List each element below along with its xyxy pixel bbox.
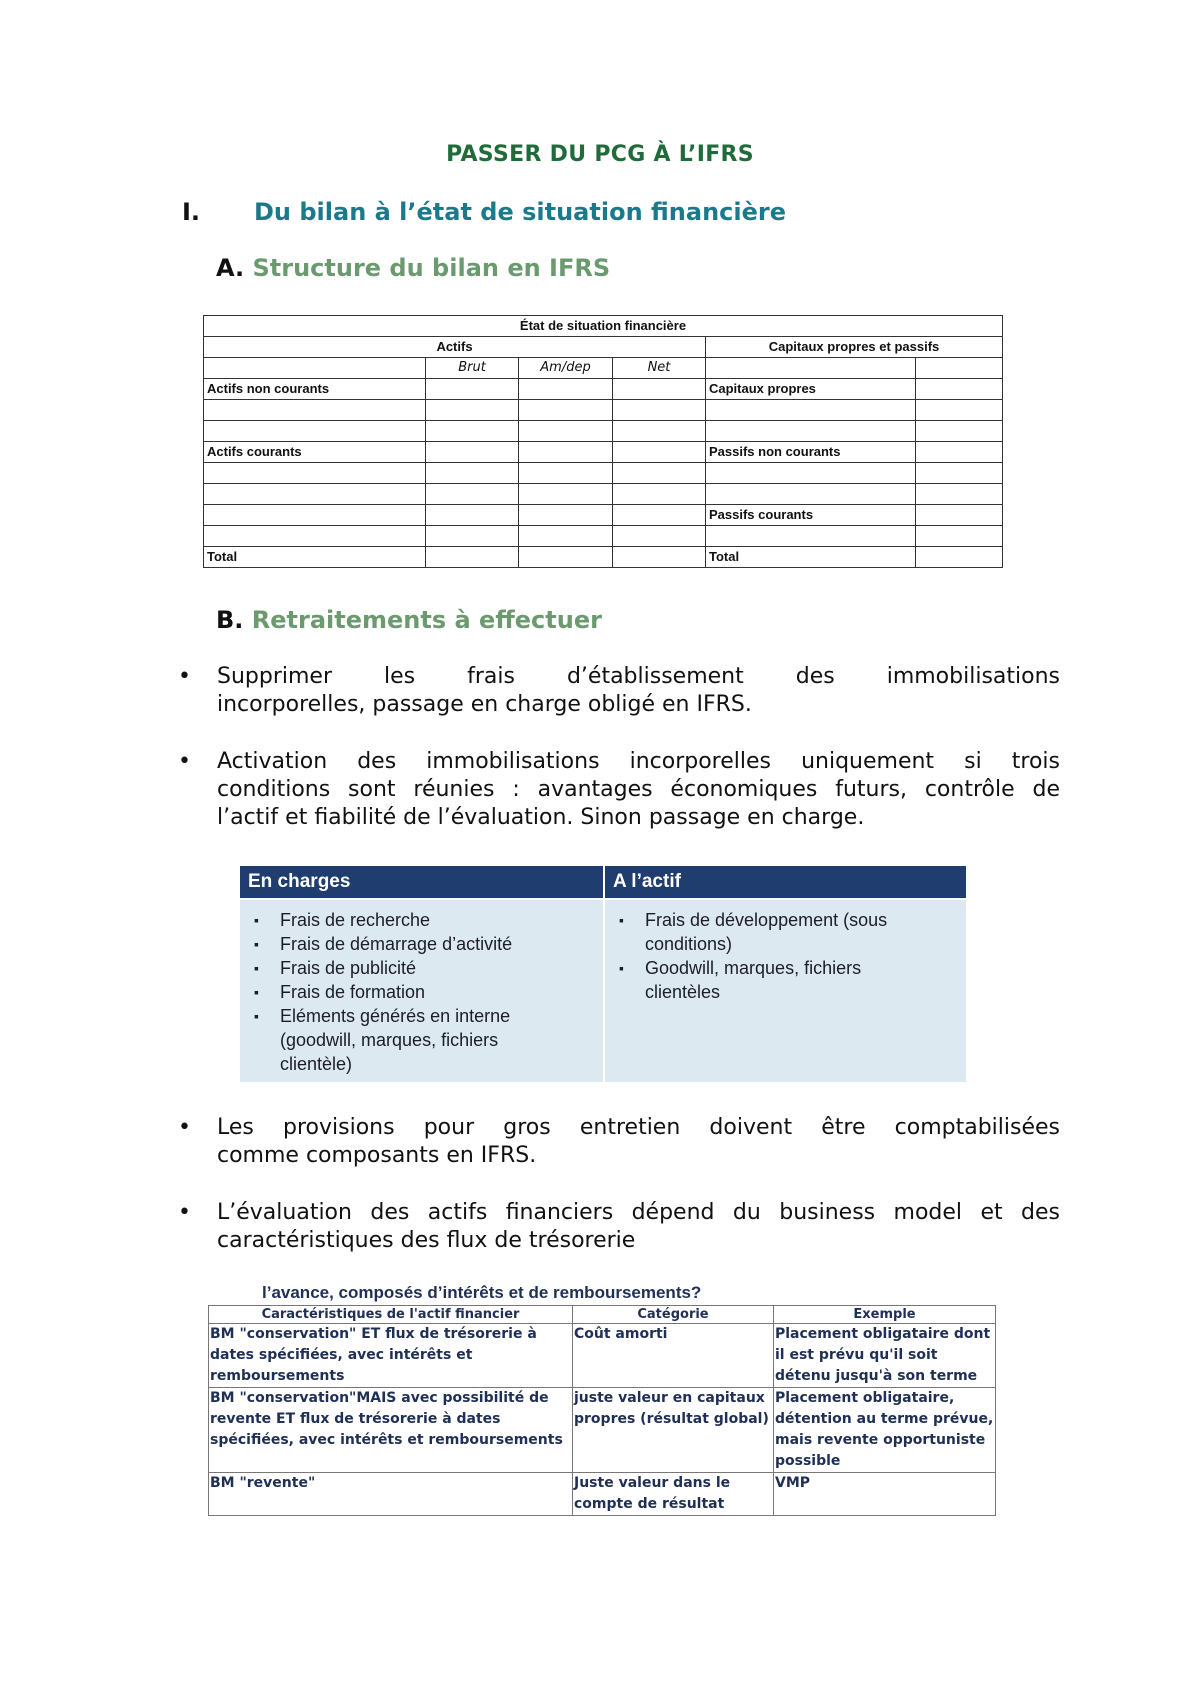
- list-item: ▪ Goodwill, marques, fichiers clientèles: [613, 956, 915, 1004]
- paragraph-line: Activation des immobilisations incorporelles uniquement si trois: [217, 749, 1060, 774]
- row-passifs-non-courants: Passifs non courants: [706, 442, 916, 463]
- subsection-title: Retraitements à effectuer: [251, 606, 602, 634]
- row-actifs-non-courants: Actifs non courants: [204, 379, 426, 400]
- financial-assets-caption: l’avance, composés d’intérêts et de remboursements?: [262, 1283, 702, 1302]
- list-item: ▪ Eléments générés en interne (goodwill, marques, fichiers clientèle): [248, 1004, 540, 1076]
- list-item: ▪ Frais de formation: [248, 980, 595, 1004]
- passifs-header: Capitaux propres et passifs: [706, 337, 1003, 358]
- section-number: I.: [182, 198, 201, 226]
- paragraph-line: conditions sont réunies : avantages économiques futurs, contrôle de: [217, 777, 1060, 802]
- bullet-paragraph-1: [217, 663, 1060, 719]
- financial-assets-table: [208, 1305, 996, 1516]
- paragraph-line: Supprimer les frais d’établissement des immobilisations: [217, 664, 1060, 689]
- table-cell: juste valeur en capitaux propres (résultat global): [573, 1388, 774, 1473]
- paragraph-line: l’actif et fiabilité de l’évaluation. Sinon passage en charge.: [217, 805, 865, 830]
- bullet-paragraph-3: [217, 1114, 1060, 1170]
- empty-cell: [706, 358, 916, 379]
- list-item: ▪ Frais de recherche: [248, 908, 595, 932]
- bullet-icon: •: [178, 749, 191, 774]
- col-net: Net: [613, 358, 706, 379]
- subsection-letter: B.: [216, 606, 244, 634]
- row-total-left: Total: [204, 547, 426, 568]
- empty-cell: [204, 358, 426, 379]
- table-cell: BM "conservation" ET flux de trésorerie à dates spécifiées, avec intérêts et remboursements: [209, 1324, 573, 1388]
- actifs-header: Actifs: [204, 337, 706, 358]
- table-caption: État de situation financière: [204, 316, 1003, 337]
- table-cell: BM "revente": [209, 1473, 573, 1516]
- table-cell: Coût amorti: [573, 1324, 774, 1388]
- bullet-icon: •: [178, 1200, 191, 1225]
- bullet-icon: •: [178, 1115, 191, 1140]
- list-item: ▪ Frais de démarrage d’activité: [248, 932, 595, 956]
- bullet-paragraph-2: [217, 748, 1060, 832]
- row-passifs-courants: Passifs courants: [706, 505, 916, 526]
- right-column: [605, 900, 966, 1082]
- bullet-icon: •: [178, 664, 191, 689]
- charges-vs-actif-table: [240, 866, 966, 1082]
- table-cell: Placement obligataire dont il est prévu qu'il soit détenu jusqu'à son terme: [774, 1324, 996, 1388]
- table-cell: Placement obligataire, détention au terme prévue, mais revente opportuniste possible: [774, 1388, 996, 1473]
- subsection-b-heading: [216, 606, 602, 634]
- section-title: Du bilan à l’état de situation financière: [254, 198, 787, 226]
- empty-cell: [916, 358, 1003, 379]
- left-column: [240, 900, 603, 1082]
- col-amdep: Am/dep: [519, 358, 613, 379]
- paragraph-line: caractéristiques des flux de trésorerie: [217, 1228, 636, 1253]
- row-capitaux-propres: Capitaux propres: [706, 379, 916, 400]
- balance-sheet-table: [203, 315, 1003, 568]
- subsection-letter: A.: [216, 254, 245, 282]
- document-title: PASSER DU PCG À L’IFRS: [446, 142, 754, 167]
- paragraph-line: incorporelles, passage en charge obligé en IFRS.: [217, 692, 752, 717]
- left-header: En charges: [240, 866, 603, 898]
- table-cell: BM "conservation"MAIS avec possibilité de revente ET flux de trésorerie à dates spécifiées, avec intérêts et remboursements: [209, 1388, 573, 1473]
- bullet-paragraph-4: [217, 1199, 1060, 1255]
- paragraph-line: Les provisions pour gros entretien doivent être comptabilisées: [217, 1115, 1060, 1140]
- table-cell: Juste valeur dans le compte de résultat: [573, 1473, 774, 1516]
- list-item: ▪ Frais de publicité: [248, 956, 595, 980]
- column-header: Catégorie: [573, 1306, 774, 1324]
- row-total-right: Total: [706, 547, 916, 568]
- row-actifs-courants: Actifs courants: [204, 442, 426, 463]
- list-item: ▪ Frais de développement (sous conditions): [613, 908, 915, 956]
- column-header: Caractéristiques de l'actif financier: [209, 1306, 573, 1324]
- table-cell: VMP: [774, 1473, 996, 1516]
- paragraph-line: L’évaluation des actifs financiers dépend du business model et des: [217, 1200, 1060, 1225]
- column-header: Exemple: [774, 1306, 996, 1324]
- subsection-title: Structure du bilan en IFRS: [252, 254, 611, 282]
- subsection-a-heading: [216, 254, 610, 282]
- col-brut: Brut: [426, 358, 519, 379]
- paragraph-line: comme composants en IFRS.: [217, 1143, 537, 1168]
- right-header: A l’actif: [605, 866, 966, 898]
